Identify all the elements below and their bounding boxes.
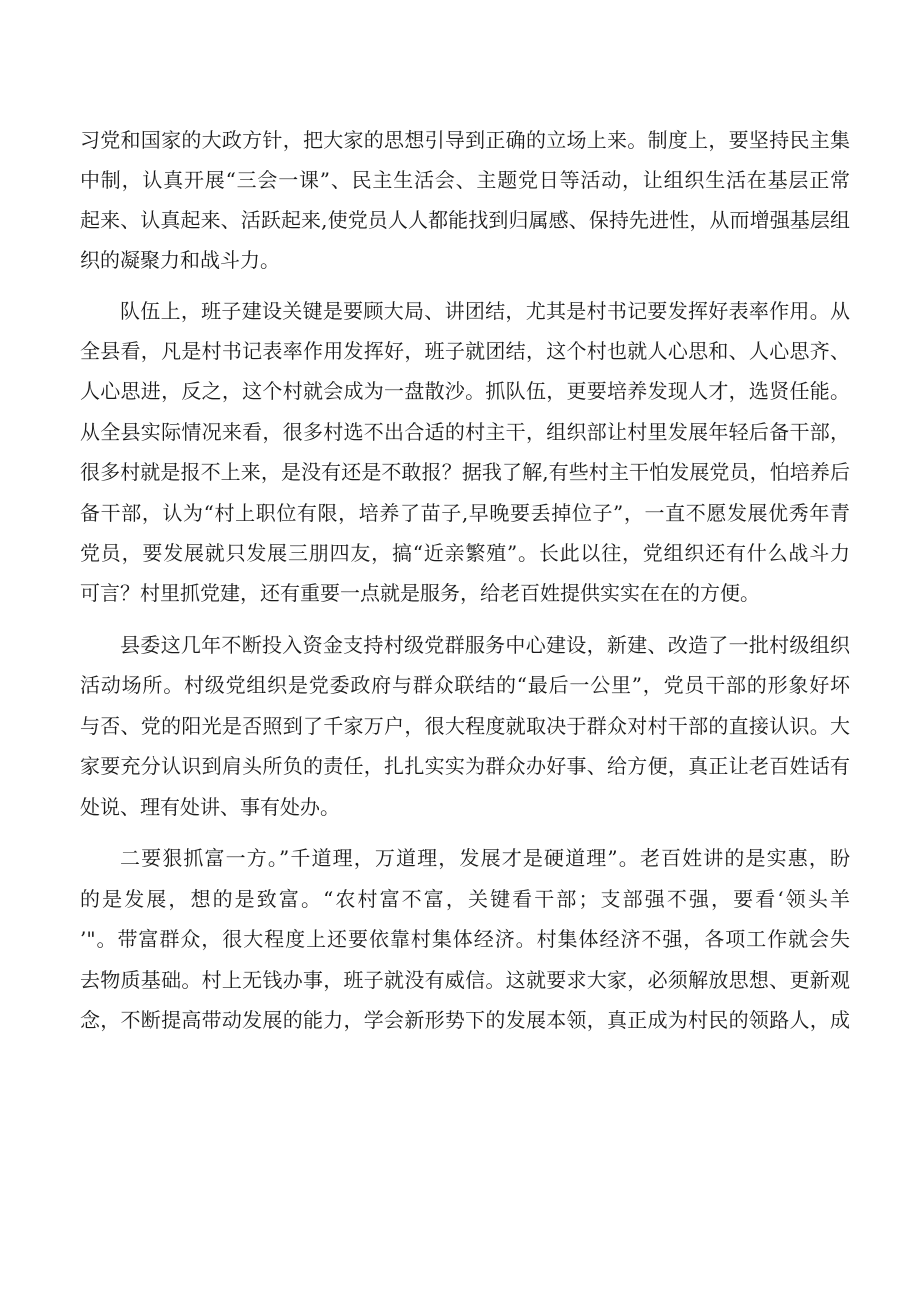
text-line: 织的凝聚力和战斗力。 bbox=[80, 248, 280, 272]
text-line: 人心思进，反之，这个村就会成为一盘散沙。抓队伍，更要培养发现人才，选贤任能。 bbox=[80, 379, 850, 403]
text-line: 二要狠抓富一方。”千道理，万道理，发展才是硬道理”。老百姓讲的是实惠，盼 bbox=[120, 846, 850, 870]
text-line: 家要充分认识到肩头所负的责任，扎扎实实为群众办好事、给方便，真正让老百姓话有 bbox=[80, 754, 850, 778]
text-line: 习党和国家的大政方针，把大家的思想引导到正确的立场上来。制度上，要坚持民主集 bbox=[80, 128, 850, 152]
text-line: 去物质基础。村上无钱办事，班子就没有威信。这就要求大家，必须解放思想、更新观 bbox=[80, 968, 850, 992]
text-line: 很多村就是报不上来，是没有还是不敢报？据我了解,有些村主干怕发展党员，怕培养后 bbox=[80, 460, 850, 484]
text-line: 念，不断提高带动发展的能力，学会新形势下的发展本领，真正成为村民的领路人，成 bbox=[80, 1008, 850, 1032]
text-line: 与否、党的阳光是否照到了千家万户，很大程度就取决于群众对村干部的直接认识。大 bbox=[80, 714, 850, 738]
text-line: 起来、认真起来、活跃起来,使党员人人都能找到归属感、保持先进性，从而增强基层组 bbox=[80, 208, 850, 232]
text-line: 队伍上，班子建设关键是要顾大局、讲团结，尤其是村书记要发挥好表率作用。从 bbox=[120, 299, 850, 323]
text-line: 处说、理有处讲、事有处办。 bbox=[80, 795, 340, 819]
text-line: 从全县实际情况来看，很多村选不出合适的村主干，组织部让村里发展年轻后备干部， bbox=[80, 420, 850, 444]
text-line: 中制，认真开展“三会一课”、民主生活会、主题党日等活动，让组织生活在基层正常 bbox=[80, 168, 850, 192]
text-line: 可言？村里抓党建，还有重要一点就是服务，给老百姓提供实实在在的方便。 bbox=[80, 581, 760, 605]
text-line: 全县看，凡是村书记表率作用发挥好，班子就团结，这个村也就人心思和、人心思齐、 bbox=[80, 339, 850, 363]
text-line: ’"。带富群众，很大程度上还要依靠村集体经济。村集体经济不强，各项工作就会失 bbox=[80, 927, 850, 951]
text-line: 备干部，认为“村上职位有限，培养了苗子,早晚要丢掉位子”，一直不愿发展优秀年青 bbox=[80, 501, 850, 525]
text-line: 的是发展，想的是致富。“农村富不富，关键看干部；支部强不强，要看‘领头羊 bbox=[80, 887, 850, 911]
text-line: 党员，要发展就只发展三朋四友，搞“近亲繁殖”。长此以往，党组织还有什么战斗力 bbox=[80, 541, 850, 565]
text-line: 县委这几年不断投入资金支持村级党群服务中心建设，新建、改造了一批村级组织 bbox=[120, 633, 850, 657]
text-line: 活动场所。村级党组织是党委政府与群众联结的“最后一公里”，党员干部的形象好坏 bbox=[80, 673, 850, 697]
